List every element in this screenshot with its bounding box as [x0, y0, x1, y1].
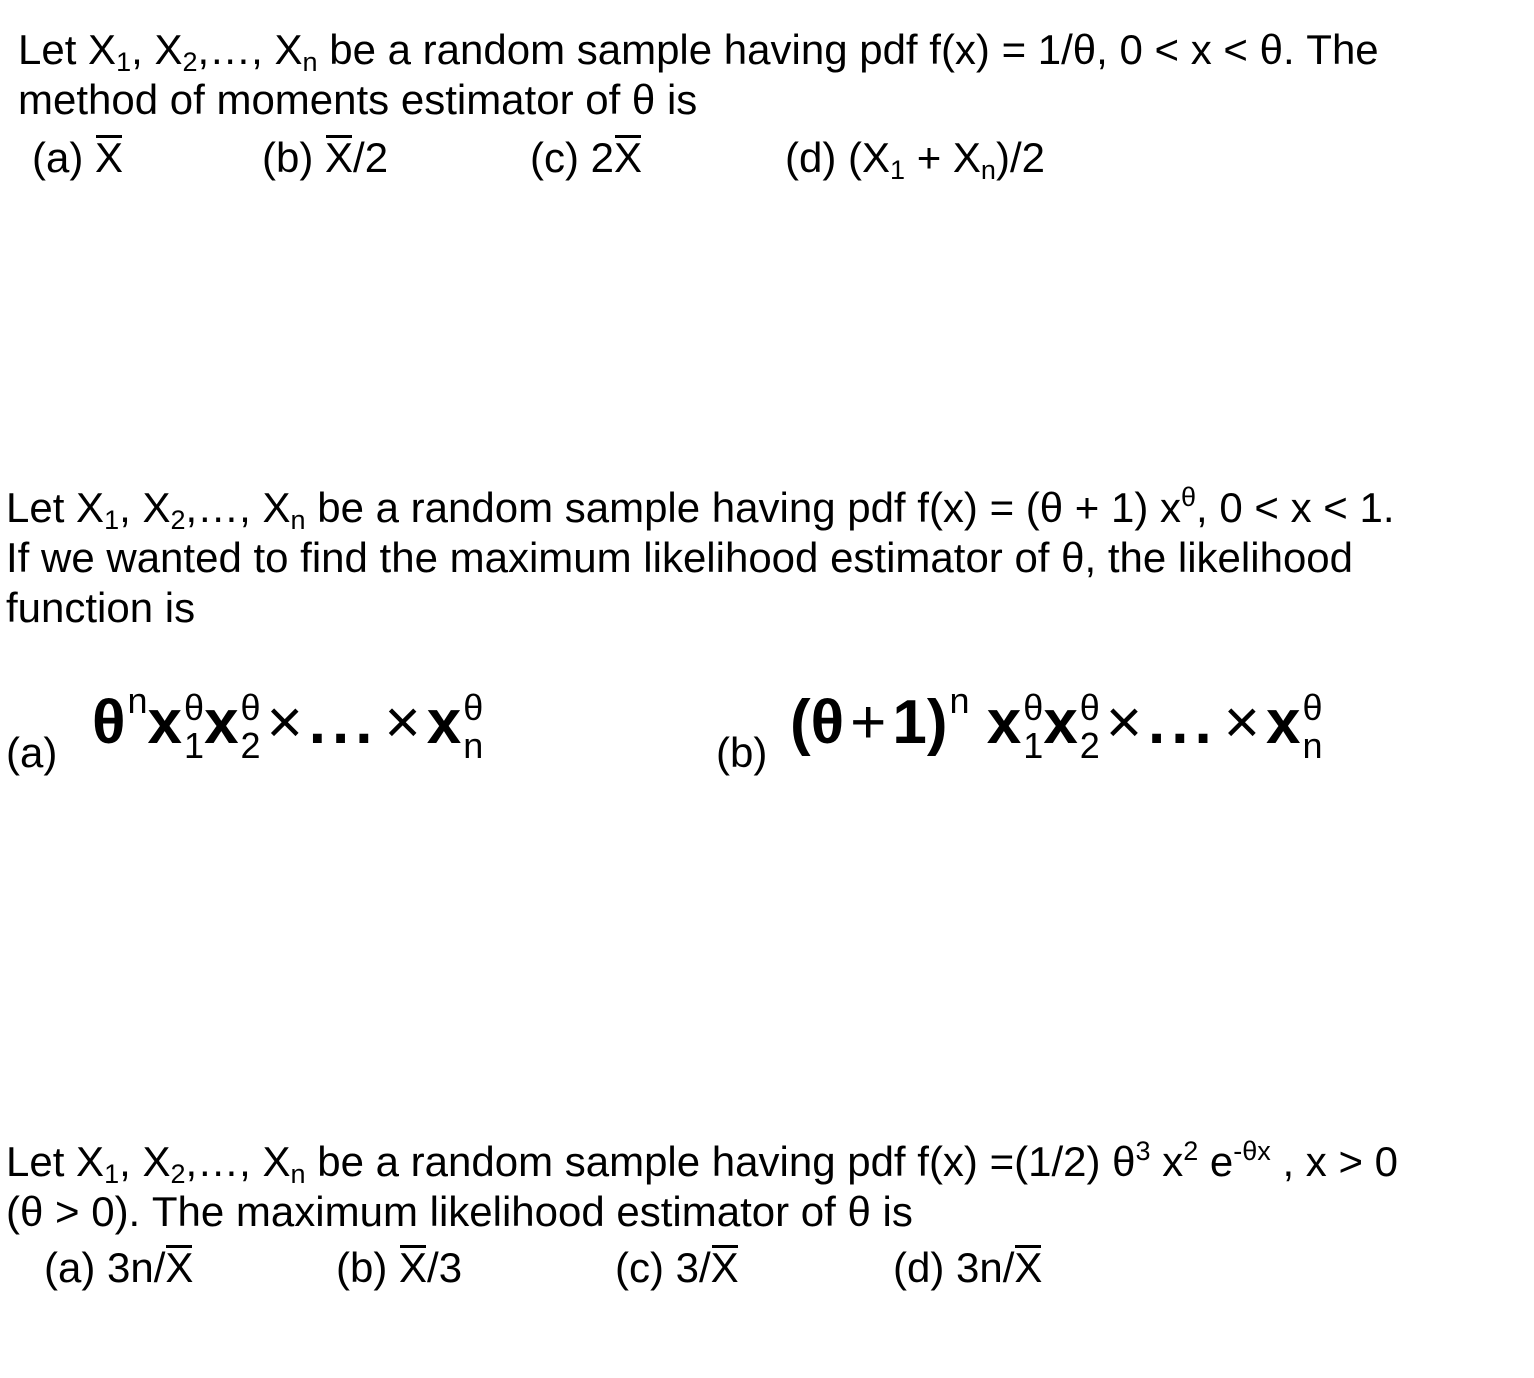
q1-option-b: (b) X/2 [262, 134, 389, 181]
x-bar: X [1014, 1244, 1043, 1291]
q2-line-1: Let X1, X2,…, Xn be a random sample having pdf f(x) = (θ + 1) $x^\theta$, 0 < x < 1. [6, 482, 1395, 535]
q1-line-1: Let X1, X2,…, Xn be a random sample having pdf f(x) = 1/θ, 0 < x < θ. The [18, 26, 1379, 77]
x-bar: X [165, 1244, 194, 1291]
x-bar: X [95, 134, 124, 181]
q1-option-d: (d) (X1 + Xn)/2 [785, 134, 1045, 185]
q3-option-a: (a) 3n/X [44, 1244, 194, 1291]
q3-line-2: (θ > 0). The maximum likelihood estimator of θ is [6, 1188, 913, 1235]
q2-option-a-label: (a) [6, 729, 58, 776]
x-bar: X [614, 134, 643, 181]
q2-line-2: If we wanted to find the maximum likelihood estimator of θ, the likelihood [6, 534, 1354, 581]
x-bar: X [325, 134, 354, 181]
q3-line-1: Let X1, X2,…, Xn be a random sample having pdf f(x) =(1/2) $\theta^3$ $x^2$ $e^{-\theta x}$ , x > 0 [6, 1136, 1399, 1189]
q1-option-a: (a) X [32, 134, 124, 181]
q2-option-a-formula: $\theta^nx$ θ 1 x θ 2 ×...×x θ n [92, 680, 484, 766]
q3-option-d: (d) 3n/X [893, 1244, 1043, 1291]
q1-line-2: method of moments estimator of θ is [18, 76, 698, 123]
q3-option-c: (c) 3/X [615, 1244, 739, 1291]
x-bar: X [399, 1244, 428, 1291]
x-bar: X [710, 1244, 739, 1291]
q3-option-b: (b) X/3 [336, 1244, 463, 1291]
q1-option-c: (c) 2X [530, 134, 643, 181]
q2-option-b-formula: $(\theta+1)^n$ x θ 1 x θ 2 ×...×x θ n [790, 680, 1323, 766]
q2-line-3: function is [6, 584, 196, 631]
q2-option-b-label: (b) [716, 729, 768, 776]
